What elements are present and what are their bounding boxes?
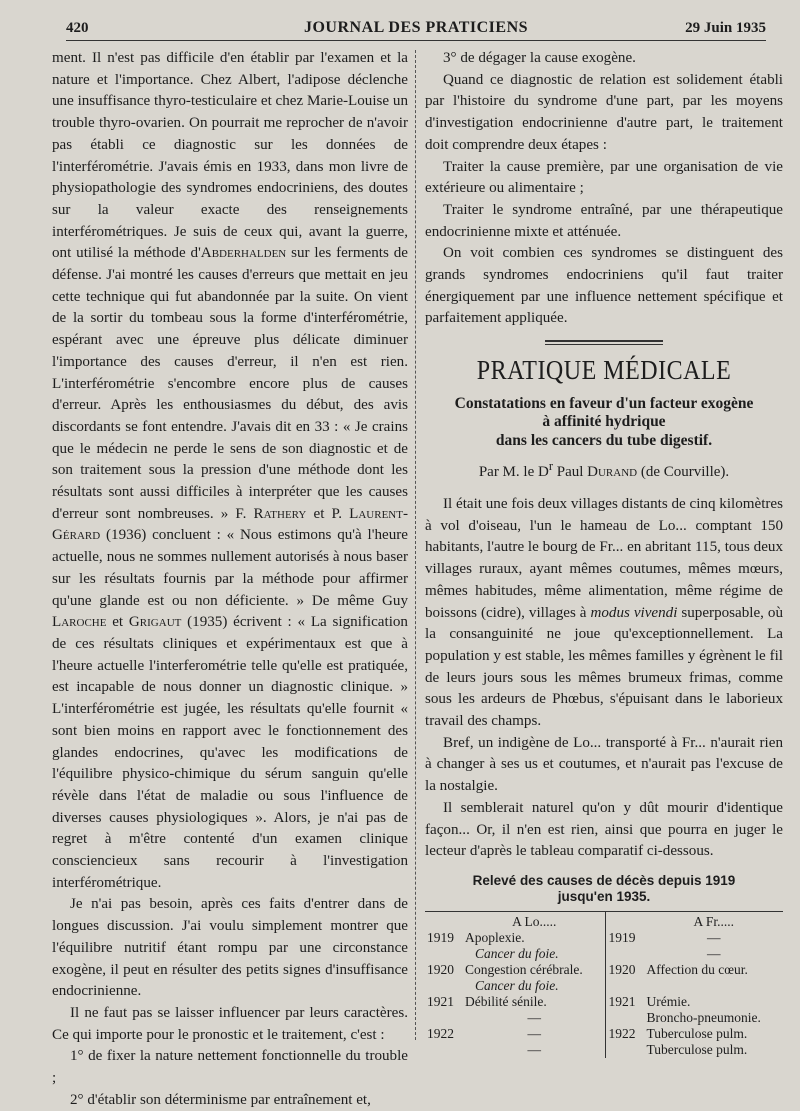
year-cell: 1922: [608, 1026, 636, 1041]
cause-cell: Urémie.: [646, 994, 691, 1009]
section-title: PRATIQUE MÉDICALE: [476, 356, 732, 386]
paragraph: Il semblerait naturel qu'on y dût mourir d'identique façon... Or, il n'en est rien, ainsi que pourra en juger le lecteur d'après le tableau comparatif ci-dessous.: [425, 799, 783, 860]
section-rule: [545, 340, 663, 345]
author-name: Laurent-Gérard: [52, 505, 408, 544]
author-name: Abderhalden: [200, 245, 287, 262]
table-row: [425, 1042, 783, 1058]
issue-date: 29 Juin 1935: [685, 20, 766, 36]
column-header: A Lo.....: [463, 912, 606, 931]
table-row: [425, 962, 783, 978]
cause-cell: Cancer du foie.: [463, 946, 606, 962]
table-row: [425, 1026, 783, 1042]
left-column: [52, 48, 408, 1111]
right-column: [425, 48, 783, 1058]
year-cell: [606, 1010, 645, 1026]
cause-cell: Débilité sénile.: [463, 994, 606, 1010]
table-caption: Relevé des causes de décès depuis 1919 jusqu'en 1935.: [472, 873, 736, 904]
year-cell: 1922: [427, 1026, 454, 1041]
table-row: [425, 978, 783, 994]
year-cell: 1920: [608, 962, 636, 977]
year-cell: 1920: [427, 962, 454, 977]
paragraph: Il était une fois deux villages distants de cinq kilomètres à vol d'oiseau, l'un le hameau de Lo... comptant 150 habitants, l'autre le bourg de Fr... en abritant 115, tous deux villages ruraux, ayant mêmes coutumes, mêmes mœurs, mêmes habitudes, même alimentation, même régime de boissons (cidre), villages à modus vivendi superposable, où la consanguinité ne joue qu'exceptionnellement. La population y est stable, les mêmes familles y égrènent le fil de leurs jours sous les mêmes brumeux frimas, comme sous les ardeurs de Phœbus, s'épuisant dans le laborieux travail des champs.: [425, 496, 783, 730]
cause-cell: [644, 978, 783, 994]
cause-cell: Broncho-pneumonie.: [646, 1010, 761, 1025]
cause-cell: —: [706, 930, 721, 945]
paragraph: 2° d'établir son déterminisme par entraînement et,: [70, 1091, 371, 1108]
cause-cell: Affection du cœur.: [646, 962, 748, 977]
column-header: A Fr.....: [693, 914, 734, 929]
author-name: Rathery: [253, 505, 307, 522]
paragraph: Il ne faut pas se laisser influencer par leurs caractères. Ce qui importe pour le pronostic et le traitement, c'est :: [52, 1004, 408, 1043]
table-row: [425, 994, 783, 1010]
cause-cell: —: [706, 946, 721, 961]
paragraph: Je n'ai pas besoin, après ces faits d'entrer dans de longues discussion. J'ai voulu simplement montrer que l'équilibre nutritif étant rompu par une circonstance exogène, il peut en résulter des petits signes d'insuffisance endocrinienne.: [52, 896, 408, 1000]
cause-cell: Congestion cérébrale.: [463, 962, 606, 978]
year-cell: [425, 978, 463, 994]
paragraph: Traiter le syndrome entraîné, par une thérapeutique endocrinienne mixte et atténuée.: [425, 201, 783, 240]
author-name: Laroche: [52, 614, 107, 631]
year-cell: 1919: [608, 930, 636, 945]
column-divider: [415, 50, 416, 1040]
cause-cell: —: [463, 1026, 606, 1042]
journal-title: JOURNAL DES PRATICIENS: [303, 19, 529, 36]
page-number: 420: [66, 20, 89, 36]
paragraph: Bref, un indigène de Lo... transporté à Fr... n'aurait rien à changer à ses us et coutumes, et n'aurait pas l'excuse de la nostalgie.: [425, 734, 783, 795]
article-title: Constatations en faveur d'un facteur exogène à affinité hydrique dans les cancers du tube digestif.: [454, 394, 754, 449]
cause-cell: —: [463, 1010, 606, 1026]
table-row: [425, 946, 783, 962]
year-cell: [606, 1042, 645, 1058]
paragraph: ment. Il n'est pas difficile d'en établir par l'examen et la nature et l'importance. Chez Albert, l'adipose déclenche une insuffisance thyro-testiculaire et chez Marie-Louise un trouble thyro-ovarien. On pourrait me reprocher de n'avoir pas établi ce diagnostic sur les données de l'interférométrie. J'avais émis en 1933, dans mon livre de physiopathologie des syndromes endocriniens, des doutes sur la valeur exacte des renseignements interférométriques. Je suis de ceux qui, avant la guerre, ont utilisé la méthode d'Abderhalden sur les ferments de défense. J'ai montré les causes d'erreurs que mettait en jeu cette technique qui fut abandonnée par la suite. On vient de la sortir du tombeau sous la forme d'interférométrie, espérant avec une épreuve plus délicate diminuer l'importance des causes d'erreur, il n'en est rien. L'interférométrie s'encombre encore plus de causes d'erreur. Après les enthousiasmes du début, des avis discordants se font entendre. J'avais dit en 33 : « Je crains que le médecin ne perde le sens de son diagnostic et de son traitement sous la pression d'une méthode dont les résultats sont aussi difficiles à interpréter que les causes d'erreur sont nombreuses. » F. Rathery et P. Laurent-Gérard (1936) concluent : « Nous estimons qu'à l'heure actuelle, nous ne sommes nullement autorisés à nous baser sur les résultats fournis par la méthode pour affirmer qu'une glande est ou non déficiente. » De même Guy Laroche et Grigaut (1935) écrivent : « La signification de ces résultats cliniques et expérimentaux est que à l'heure actuelle l'interferométrie telle qu'elle est pratiquée, est incapable de nous donner un diagnostic clinique. » L'interférométrie est jugée, les résultats qu'elle fournit « sont bien moins en rapport avec le fonctionnement des glandes endocrines, qu'avec les modifications de l'équilibre physico-chimique du sérum sanguin qu'elle révèle dans l'état de maladie ou sous l'influence de diverses causes physiologiques ». Alors, je n'ai pas de regret à m'être contenté d'un examen clinique consciencieux sans recourir à l'investigation interférométrique.: [52, 50, 408, 891]
cause-cell: —: [463, 1042, 606, 1058]
year-cell: [425, 1042, 463, 1058]
page-header: [66, 14, 766, 41]
year-cell: 1919: [427, 930, 454, 945]
table-row: [425, 1010, 783, 1026]
cause-cell: Cancer du foie.: [463, 978, 606, 994]
cause-cell: Tuberculose pulm.: [646, 1042, 748, 1057]
year-cell: [425, 1010, 463, 1026]
paragraph: 3° de dégager la cause exogène.: [443, 50, 636, 66]
year-cell: 1921: [608, 994, 636, 1009]
author-name: Grigaut: [128, 614, 182, 631]
cause-cell: Tuberculose pulm.: [646, 1026, 748, 1041]
deaths-table: [425, 911, 783, 1058]
paragraph: On voit combien ces syndromes se distinguent des grands syndromes endocriniens qu'il faut traiter énergiquement par une influence nettement spécifique et parfaitement appliquée.: [425, 245, 783, 327]
year-cell: [425, 946, 463, 962]
paragraph: Quand ce diagnostic de relation est solidement établi par l'histoire du syndrome d'une part, par les moyens d'investigation endocrinienne d'autre part, le traitement doit comprendre deux étapes :: [425, 71, 783, 153]
table-row: [425, 930, 783, 946]
table-header-row: [425, 912, 783, 931]
paragraph: 1° de fixer la nature nettement fonctionnelle du trouble ;: [52, 1048, 408, 1087]
year-cell: [606, 978, 645, 994]
paragraph: Traiter la cause première, par une organisation de vie extérieure ou alimentaire ;: [425, 158, 783, 197]
byline: Par M. le $D^r$ Paul Durand (de Courville).: [478, 459, 730, 481]
cause-cell: Apoplexie.: [463, 930, 606, 946]
year-cell: [606, 946, 645, 962]
year-cell: 1921: [427, 994, 454, 1009]
